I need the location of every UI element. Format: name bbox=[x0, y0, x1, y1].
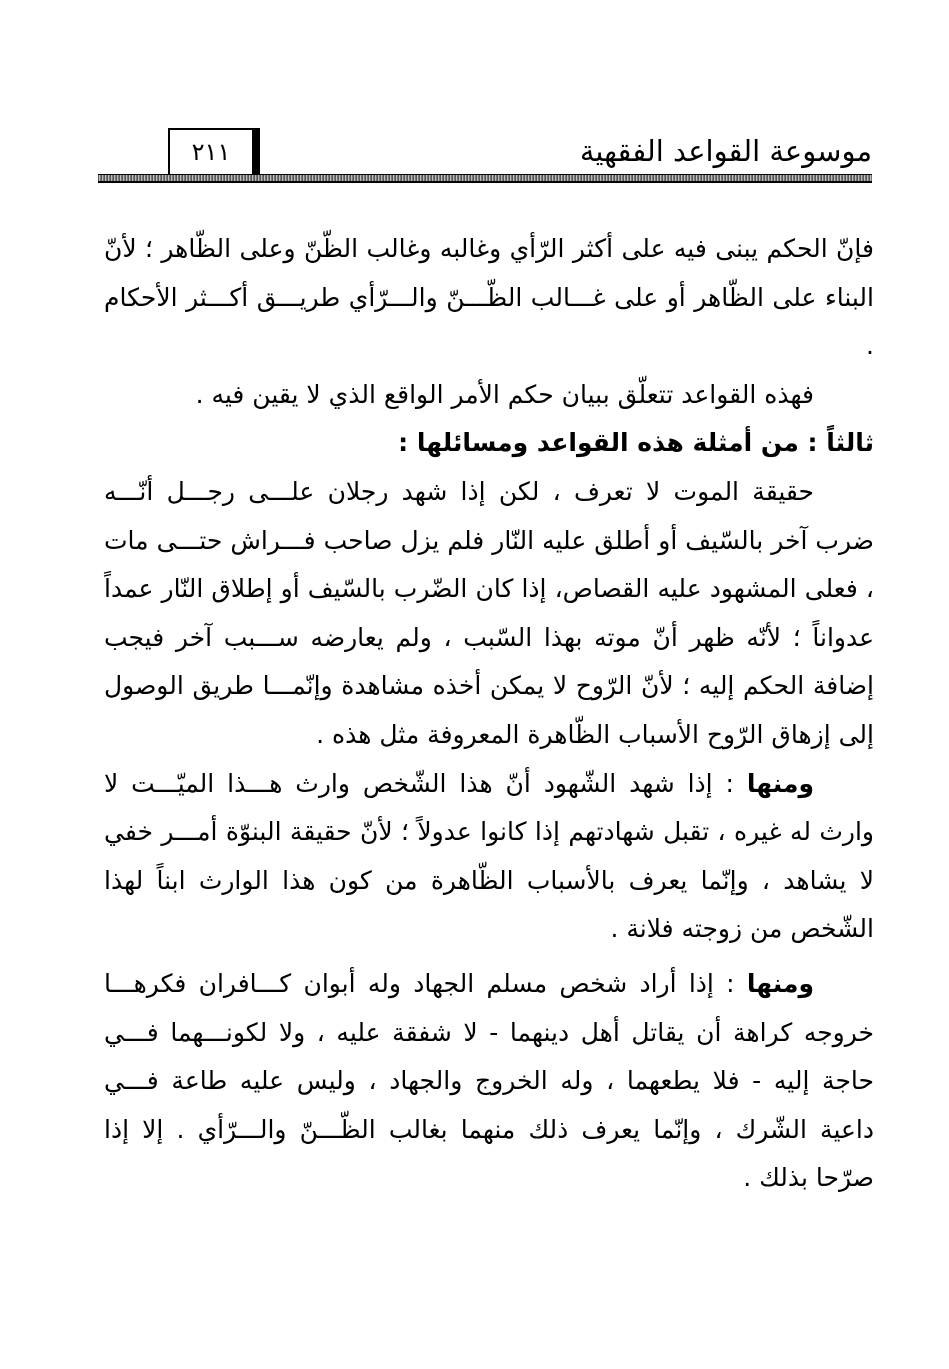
paragraph-text: فإنّ الحكم يبنى فيه على أكثر الرّأي وغالبه وغالب الظّنّ وعلى الظّاهر ؛ لأنّ البناء على الظّاهر أو على غـــالب الظّـــنّ والـــرّأي طريـــق أكـــثر الأحكام . bbox=[104, 234, 874, 361]
page-header bbox=[98, 128, 872, 188]
section-heading-text: ثالثاً : من أمثلة هذه القواعد ومسائلها : bbox=[398, 428, 874, 458]
paragraph-text: فهذه القواعد تتعلّق ببيان حكم الأمر الواقع الذي لا يقين فيه . bbox=[195, 379, 814, 409]
paragraph-text: حقيقة الموت لا تعرف ، لكن إذا شهد رجلان علـــى رجـــل أنّـــه ضرب آخر بالسّيف أو أطلق عليه النّار فلم يزل صاحب فـــراش حتـــى مات ، فعلى المشهود عليه القصاص، إذا كان الضّرب بالسّيف أو إطلاق النّار عمداً عدواناً ؛ لأنّه ظهر أنّ موته بهذا السّبب ، ولم يعارضه ســـبب آخر فيجب إضافة الحكم إليه ؛ لأنّ الرّوح لا يمكن أخذه مشاهدة وإنّمـــا طريق الوصول إلى إزهاق الرّوح الأسباب الظّاهرة المعروفة مثل هذه . bbox=[104, 476, 874, 749]
paragraph-4 bbox=[104, 468, 874, 760]
paragraph-1 bbox=[104, 225, 874, 371]
paragraph-lead: ومنها bbox=[746, 768, 814, 798]
paragraph-lead: ومنها bbox=[746, 968, 814, 998]
paragraph-text: : إذا شهد الشّهود أنّ هذا الشّخص وارث هـــذا الميّـــت لا وارث له غيره ، تقبل شهادتهم إذا كانوا عدولاً ؛ لأنّ حقيقة البنوّة أمـــر خفي لا يشاهد ، وإنّما يعرف بالأسباب الظّاهرة من كون هذا الوارث ابناً لهذا الشّخص من زوجته فلانة . bbox=[104, 768, 874, 944]
paragraph-text: : إذا أراد شخص مسلم الجهاد وله أبوان كـــافران فكرهـــا خروجه كراهة أن يقاتل أهل دينهما - لا شفقة عليه ، ولا لكونـــهما فـــي حاجة إليه - فلا يطعهما ، وله الخروج والجهاد ، وليس عليه طاعة فـــي داعية الشّرك ، وإنّما يعرف ذلك منهما بغالب الظّـــنّ والـــرّأي . إلا إذا صرّحا بذلك . bbox=[104, 968, 874, 1193]
section-heading bbox=[104, 419, 874, 468]
body-text bbox=[104, 225, 874, 1203]
book-title: موسوعة القواعد الفقهية bbox=[579, 134, 872, 168]
header-rule bbox=[98, 174, 872, 183]
page-number: ٢١١ bbox=[168, 128, 254, 176]
paragraph-2 bbox=[104, 371, 874, 420]
paragraph-5 bbox=[104, 760, 874, 954]
paragraph-6 bbox=[104, 960, 874, 1203]
